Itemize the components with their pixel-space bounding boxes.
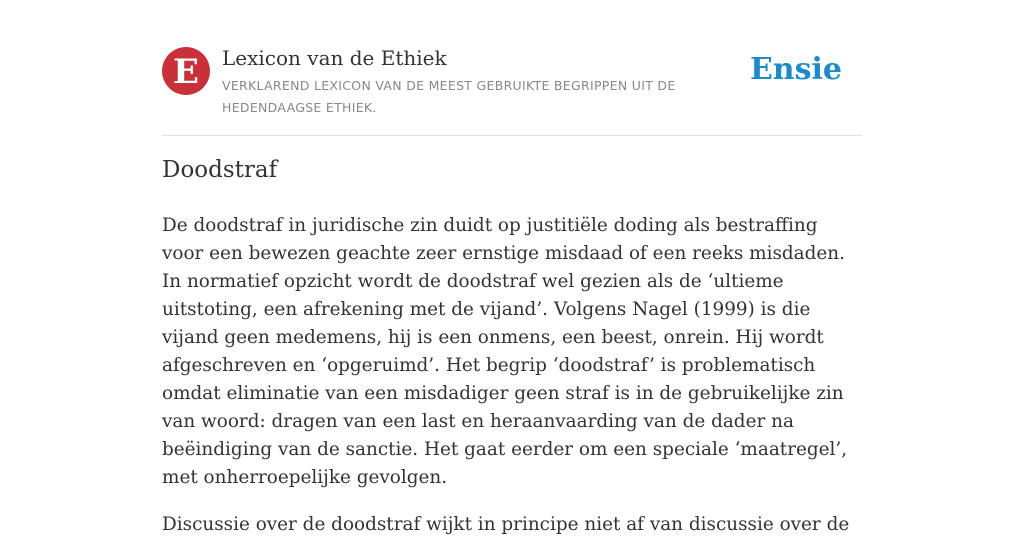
lexicon-title[interactable]: Lexicon van de Ethiek: [222, 46, 447, 70]
article-title: Doodstraf: [162, 157, 278, 183]
site-header: [162, 44, 862, 136]
lexicon-logo-letter: E: [173, 52, 199, 92]
article-paragraph: Discussie over de doodstraf wijkt in principe niet af van discussie over de: [162, 514, 850, 535]
ensie-brand-link[interactable]: Ensie: [749, 52, 842, 87]
article-body: [162, 212, 862, 558]
lexicon-logo[interactable]: [162, 47, 210, 95]
header-divider: [162, 135, 862, 136]
lexicon-subtitle: VERKLAREND LEXICON VAN DE MEEST GEBRUIKTE BEGRIPPEN UIT DE HEDENDAAGSE ETHIEK.: [222, 78, 676, 115]
article-paragraph: De doodstraf in juridische zin duidt op justitiële doding als bestraffing voor een bewezen geachte zeer ernstige misdaad of een reeks misdaden. In normatief opzicht wordt de doodstraf wel gezien als de ‘ultieme uitstoting, een afrekening met de vijand’. Volgens Nagel (1999) is die vijand geen medemens, hij is een onmens, een beest, onrein. Hij wordt afgeschreven en ‘opgeruimd’. Het begrip ‘doodstraf’ is problematisch omdat eliminatie van een misdadiger geen straf is in de gebruikelijke zin van woord: dragen van een last en heraanvaarding van de dader na beëindiging van de sanctie. Het gaat eerder om een speciale ‘maatregel’, met onherroepelijke gevolgen.: [162, 215, 848, 488]
